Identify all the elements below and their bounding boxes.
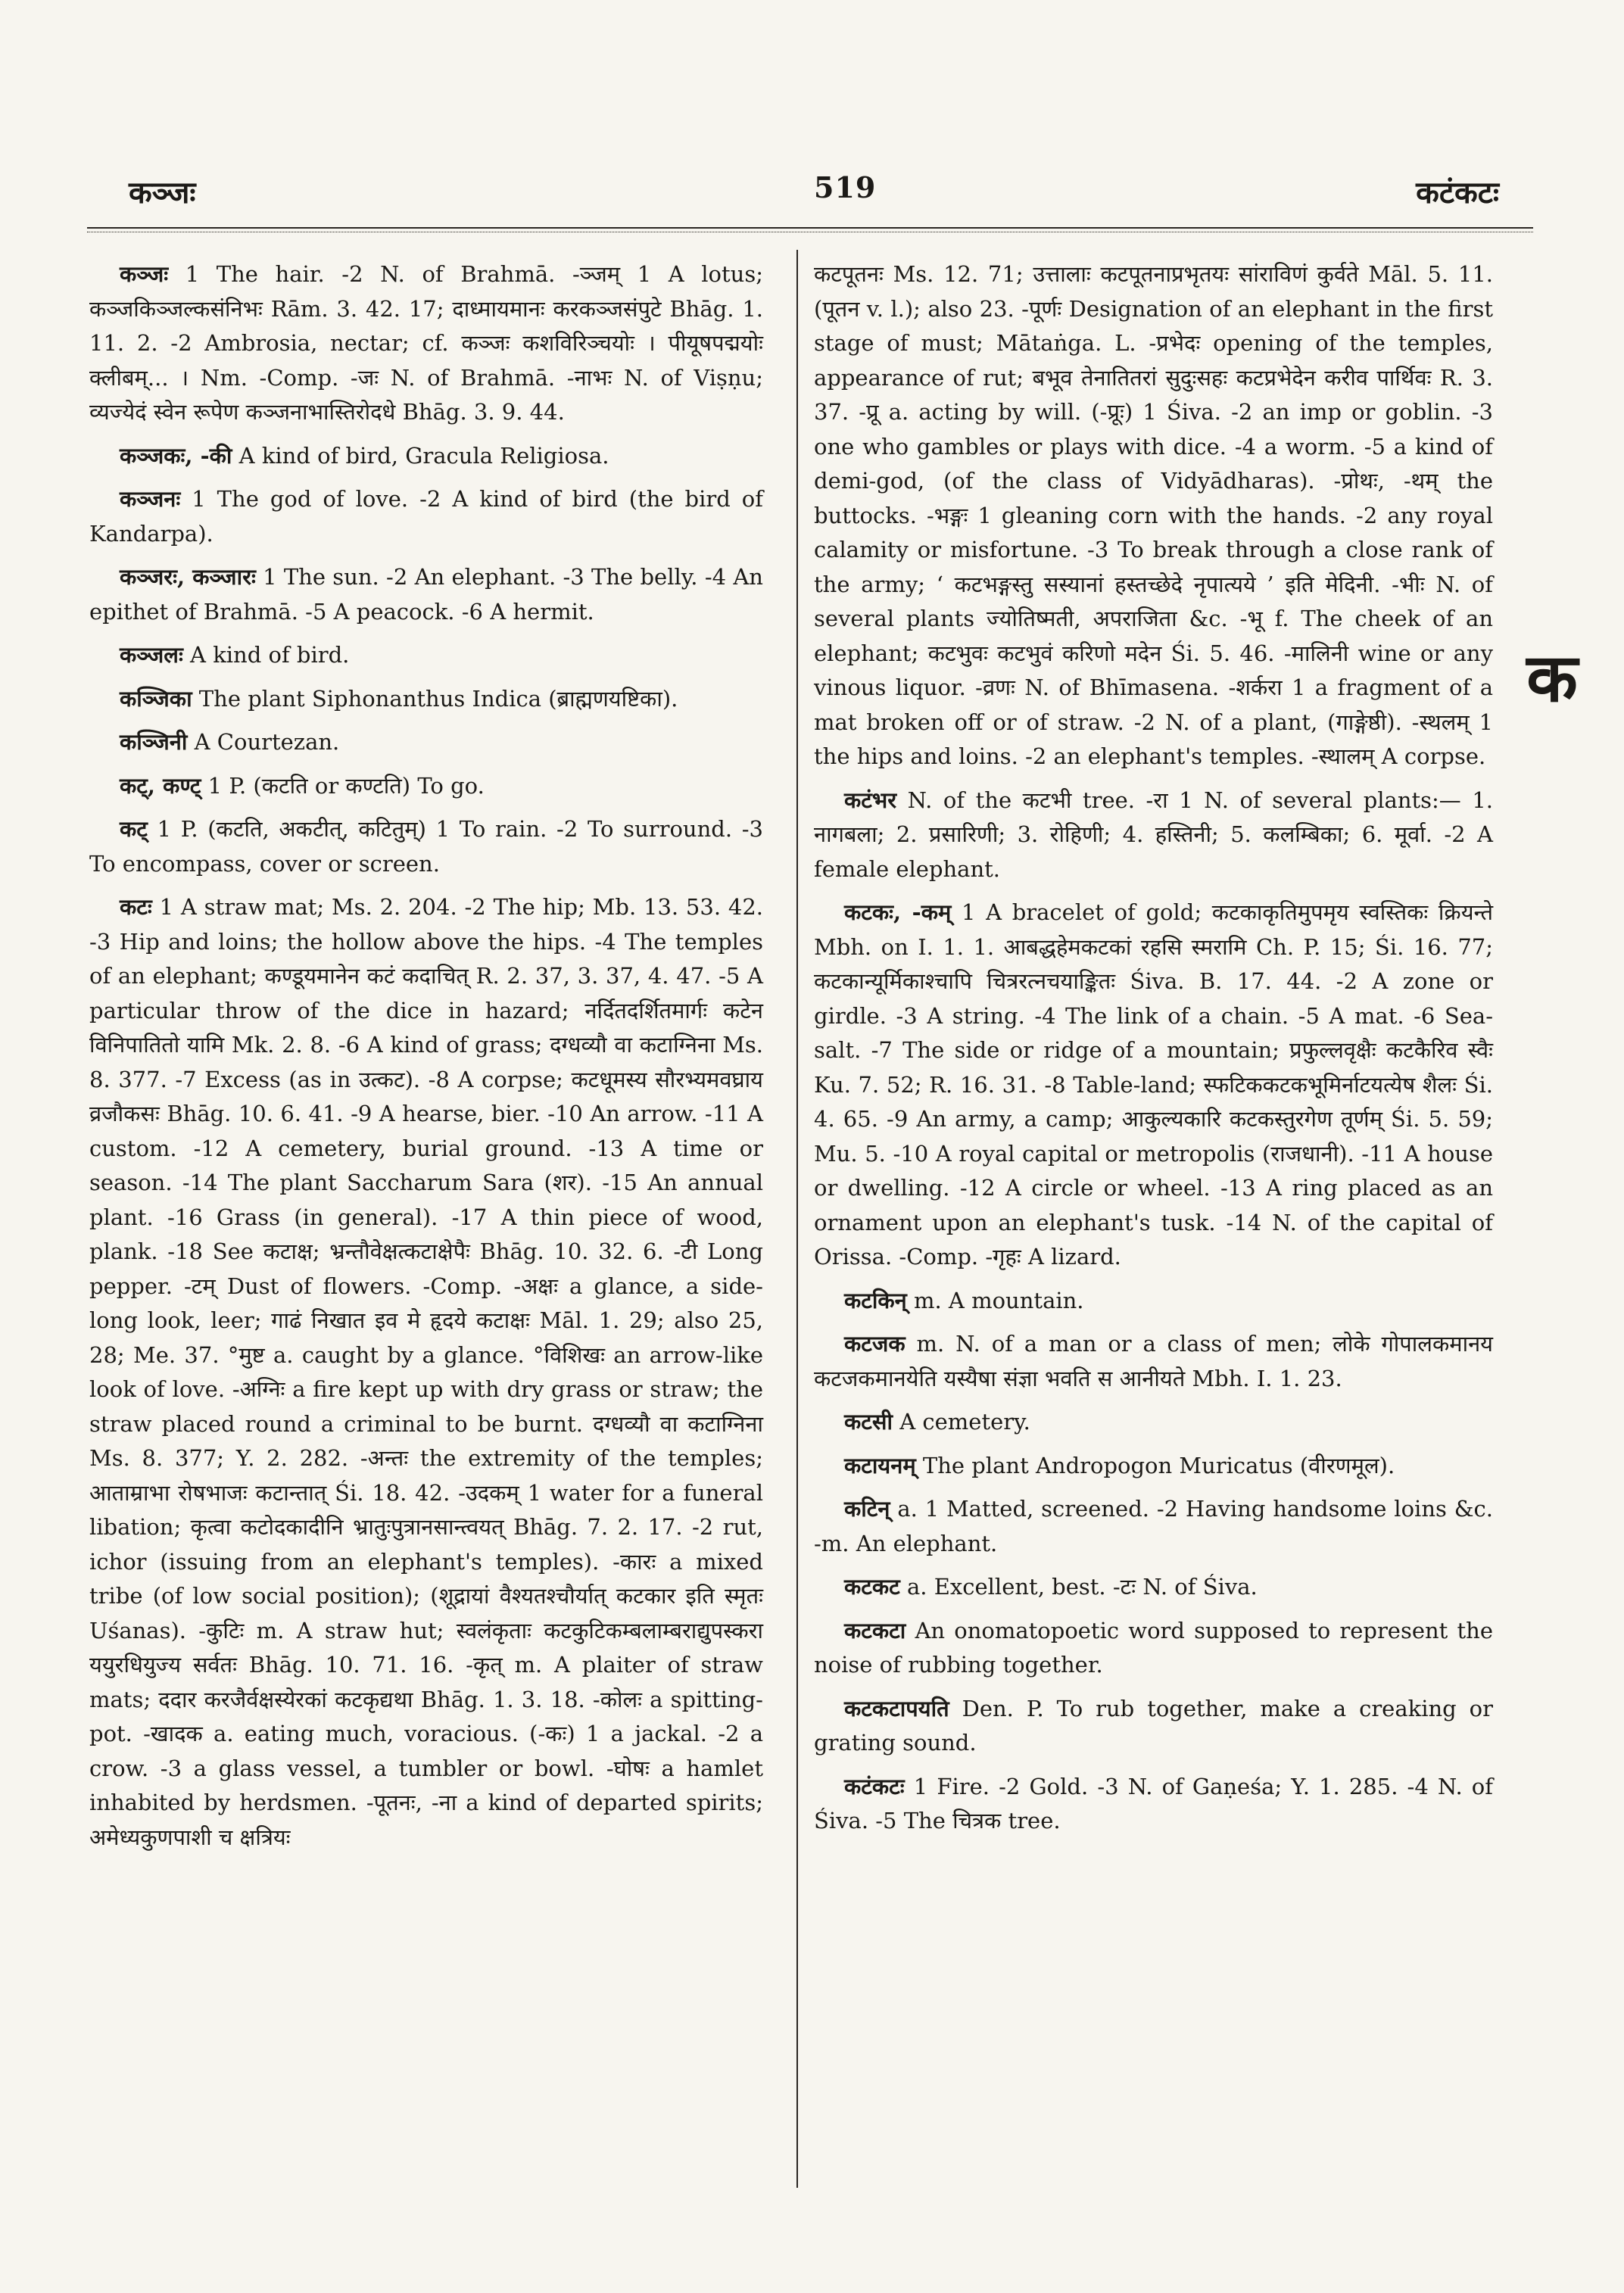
entry-headword: कटसी <box>844 1409 893 1435</box>
entry-headword: कटः <box>120 894 152 920</box>
entry-headword: कञ्जिनी <box>120 729 188 755</box>
dictionary-entry <box>89 257 763 430</box>
dictionary-entry <box>814 896 1493 1275</box>
header-rule <box>87 227 1533 232</box>
dictionary-entry <box>89 682 763 717</box>
entry-headword: कञ्जः <box>120 261 169 287</box>
dictionary-entry <box>89 482 763 551</box>
dictionary-entry <box>89 638 763 673</box>
entry-headword: कटंकटः <box>844 1773 905 1799</box>
dictionary-entry <box>89 439 763 474</box>
entry-headword: कञ्जकः, -की <box>120 442 232 469</box>
entry-definition: a. 1 Matted, screened. -2 Having handsome loins &c. -m. An elephant. <box>814 1496 1493 1556</box>
entry-definition: The plant Andropogon Muricatus (वीरणमूल). <box>915 1452 1395 1478</box>
entry-definition: 1 Fire. -2 Gold. -3 N. of Gaṇeśa; Y. 1. 285. -4 N. of Śiva. -5 The चित्रक tree. <box>814 1773 1493 1833</box>
dictionary-entry <box>814 1614 1493 1683</box>
entry-definition: m. N. of a man or a class of men; लोके गोपालकमानय कटजकमानयेति यस्यैषा संज्ञा भवति स आनीयते Mbh. I. 1. 23. <box>814 1331 1493 1391</box>
entry-headword: कटकिन् <box>844 1287 907 1313</box>
entry-definition: A kind of bird. <box>182 642 350 668</box>
entry-headword: कटकटापयति <box>844 1695 949 1721</box>
entry-definition: A kind of bird, Gracula Religiosa. <box>232 442 609 469</box>
entry-definition: 1 The sun. -2 An elephant. -3 The belly. -4 An epithet of Brahmā. -5 A peacock. -6 A hermit. <box>89 564 763 625</box>
entry-headword: कटकः, -कम् <box>844 899 952 925</box>
dictionary-entry <box>89 890 763 1855</box>
dictionary-entry <box>814 257 1493 774</box>
entry-headword: कटिन् <box>844 1496 890 1522</box>
entry-headword: कट् <box>120 816 148 842</box>
page-number: 519 <box>814 170 877 204</box>
entry-definition: An onomatopoetic word supposed to represent the noise of rubbing together. <box>814 1617 1493 1678</box>
right-column <box>814 257 1493 1848</box>
right-guide-word: कटंकटः <box>1416 175 1499 210</box>
left-guide-word: कञ्जः <box>129 175 196 210</box>
entry-headword: कटकट <box>844 1574 900 1600</box>
entry-headword: कट्, कण्ट् <box>120 772 201 799</box>
entry-headword: कटंभर <box>844 787 897 813</box>
dictionary-entry <box>814 1770 1493 1839</box>
entry-headword: कटजक <box>844 1331 906 1357</box>
dictionary-entry <box>814 1492 1493 1561</box>
margin-thumb-letter: क <box>1526 638 1578 717</box>
entry-definition: N. of the कटभी tree. -रा 1 N. of several plants:— 1. नागबला; 2. प्रसारिणी; 3. रोहिणी; 4. हस्तिनी; 5. कलम्बिका; 6. मूर्वा. -2 A female elephant. <box>814 787 1493 882</box>
entry-definition: 1 The god of love. -2 A kind of bird (the bird of Kandarpa). <box>89 486 763 547</box>
entry-definition: Den. P. To rub together, make a creaking or grating sound. <box>814 1695 1493 1756</box>
dictionary-entry <box>89 812 763 881</box>
entry-definition: 1 P. (कटति, अकटीत्, कटितुम्) 1 To rain. -2 To surround. -3 To encompass, cover or screen. <box>89 816 763 877</box>
entry-definition: 1 The hair. -2 N. of Brahmā. -ञ्जम् 1 A lotus; कञ्जकिञ्जल्कसंनिभः Rām. 3. 42. 17; दाध्मायमानः करकञ्जसंपुटे Bhāg. 1. 11. 2. -2 Ambrosia, nectar; cf. कञ्जः कशविरिञ्चयोः । पीयूषपद्मयोः क्लीबम्... । Nm. -Comp. -जः N. of Brahmā. -नाभः N. of Viṣṇu; व्यज्येदं स्वेन रूपेण कञ्जनाभास्तिरोदधे Bhāg. 3. 9. 44. <box>89 261 763 425</box>
dictionary-entry <box>814 1284 1493 1319</box>
dictionary-entry <box>814 1449 1493 1484</box>
dictionary-entry <box>814 1570 1493 1605</box>
entry-definition: 1 A straw mat; Ms. 2. 204. -2 The hip; Mb. 13. 53. 42. -3 Hip and loins; the hollow above the hips. -4 The temples of an elephant; कण्डूयमानेन कटं कदाचित् R. 2. 37, 3. 37, 4. 47. -5 A particular throw of the dice in hazard; नर्दितदर्शितमार्गः कटेन विनिपातितो यामि Mk. 2. 8. -6 A kind of grass; दग्धव्यौ वा कटाग्निना Ms. 8. 377. -7 Excess (as in उत्कट). -8 A corpse; कटधूमस्य सौरभ्यमवघ्राय व्रजौकसः Bhāg. 10. 6. 41. -9 A hearse, bier. -10 An arrow. -11 A custom. -12 A cemetery, burial ground. -13 A time or season. -14 The plant Saccharum Sara (शर). -15 An annual plant. -16 Grass (in general). -17 A thin piece of wood, plank. -18 See कटाक्ष; भ्रन्तौवेक्षत्कटाक्षेपैः Bhāg. 10. 32. 6. -टी Long pepper. -टम् Dust of flowers. -Comp. -अक्षः a glance, a side-long look, leer; गाढं निखात इव मे हृदये कटाक्षः Māl. 1. 29; also 25, 28; Me. 37. °मुष्ट a. caught by a glance. °विशिखः an arrow-like look of love. -अग्निः a fire kept up with dry grass or straw; the straw placed round a criminal to be burnt. दग्धव्यौ वा कटाग्निना Ms. 8. 377; Y. 2. 282. -अन्तः the extremity of the temples; आताम्राभा रोषभाजः कटान्तात् Śi. 18. 42. -उदकम् 1 water for a funeral libation; कृत्वा कटोदकादीनि भ्रातुःपुत्रानसान्त्वयत् Bhāg. 7. 2. 17. -2 rut, ichor (issuing from an elephant's temples). -कारः a mixed tribe (of low social position); (शूद्रायां वैश्यतश्चौर्यात् कटकार इति स्मृतः Uśanas). -कुटिः m. A straw hut; स्वलंकृताः कटकुटिकम्बलाम्बराद्युपस्करा ययुरधियुज्य सर्वतः Bhāg. 10. 71. 16. -कृत् m. A plaiter of straw mats; ददार करजैर्वक्षस्येरकां कटकृद्यथा Bhāg. 1. 3. 18. -कोलः a spitting-pot. -खादक a. eating much, voracious. (-कः) 1 a jackal. -2 a crow. -3 a glass vessel, a tumbler or bowl. -घोषः a hamlet inhabited by herdsmen. -पूतनः, -ना a kind of departed spirits; अमेध्यकुणपाशी च क्षत्रियः <box>89 894 763 1850</box>
entry-headword: कञ्जिका <box>120 685 192 712</box>
dictionary-entry <box>814 1692 1493 1761</box>
dictionary-entry <box>89 560 763 629</box>
entry-definition: A cemetery. <box>893 1409 1030 1435</box>
entry-definition: 1 A bracelet of gold; कटकाकृतिमुपमृय स्वस्तिकः क्रियन्ते Mbh. on I. 1. 1. आबद्धहेमकटकां रहसि स्मरामि Ch. P. 15; Śi. 16. 77; कटकान्यूर्मिकाश्चापि चित्ररत्नचयाङ्कितः Śiva. B. 17. 44. -2 A zone or girdle. -3 A string. -4 The link of a chain. -5 A mat. -6 Sea-salt. -7 The side or ridge of a mountain; प्रफुल्लवृक्षैः कटकैरिव स्वैः Ku. 7. 52; R. 16. 31. -8 Table-land; स्फटिककटकभूमिर्नाटयत्येष शैलः Śi. 4. 65. -9 An army, a camp; आकुल्यकारि कटकस्तुरगेण तूर्णम् Śi. 5. 59; Mu. 5. -10 A royal capital or metropolis (राजधानी). -11 A house or dwelling. -12 A circle or wheel. -13 A ring placed as an ornament upon an elephant's tusk. -14 N. of the capital of Orissa. -Comp. -गृहः A lizard. <box>814 899 1493 1270</box>
left-column <box>89 257 763 1864</box>
dictionary-entry <box>814 1327 1493 1396</box>
dictionary-entry <box>814 784 1493 887</box>
column-divider <box>796 250 798 2188</box>
entry-definition: m. A mountain. <box>906 1287 1084 1313</box>
entry-headword: कटकटा <box>844 1617 906 1643</box>
entry-headword: कञ्जरः, कञ्जारः <box>120 564 256 590</box>
dictionary-entry <box>814 1405 1493 1440</box>
entry-headword: कञ्जलः <box>120 642 183 668</box>
entry-headword: कटायनम् <box>844 1452 916 1478</box>
entry-definition: कटपूतनः Ms. 12. 71; उत्तालाः कटपूतनाप्रभृतयः सांराविणं कुर्वते Māl. 5. 11. (पूतन v. l.); also 23. -पूर्णः Designation of an elephant in the first stage of must; Mātaṅga. L. -प्रभेदः opening of the temples, appearance of rut; बभूव तेनातितरां सुदुःसहः कटप्रभेदेन करीव पार्थिवः R. 3. 37. -प्रू a. acting by will. (-प्रूः) 1 Śiva. -2 an imp or goblin. -3 one who gambles or plays with dice. -4 a worm. -5 a kind of demi-god, (of the class of Vidyādharas). -प्रोथः, -थम् the buttocks. -भङ्गः 1 gleaning corn with the hands. -2 any royal calamity or misfortune. -3 To break through a close rank of the army; ‘ कटभङ्गस्तु सस्यानां हस्तच्छेदे नृपात्यये ’ इति मेदिनी. -भीः N. of several plants ज्योतिष्मती, अपराजिता &c. -भू f. The cheek of an elephant; कटभुवः कटभुवं करिणो मदेन Śi. 5. 46. -मालिनी wine or any vinous liquor. -व्रणः N. of Bhīmasena. -शर्करा 1 a fragment of a mat broken off or of straw. -2 N. of a plant, (गाङ्गेष्ठी). -स्थलम् 1 the hips and loins. -2 an elephant's temples. -स्थालम् A corpse. <box>814 261 1493 769</box>
entry-definition: 1 P. (कटति or कण्टति) To go. <box>201 772 485 799</box>
dictionary-entry <box>89 725 763 760</box>
entry-headword: कञ्जनः <box>120 486 181 512</box>
entry-definition: A Courtezan. <box>187 729 340 755</box>
running-head <box>121 155 1507 208</box>
entry-definition: a. Excellent, best. -टः N. of Śiva. <box>899 1574 1258 1600</box>
entry-definition: The plant Siphonanthus Indica (ब्राह्मणयष्टिका). <box>192 685 678 712</box>
dictionary-entry <box>89 769 763 804</box>
